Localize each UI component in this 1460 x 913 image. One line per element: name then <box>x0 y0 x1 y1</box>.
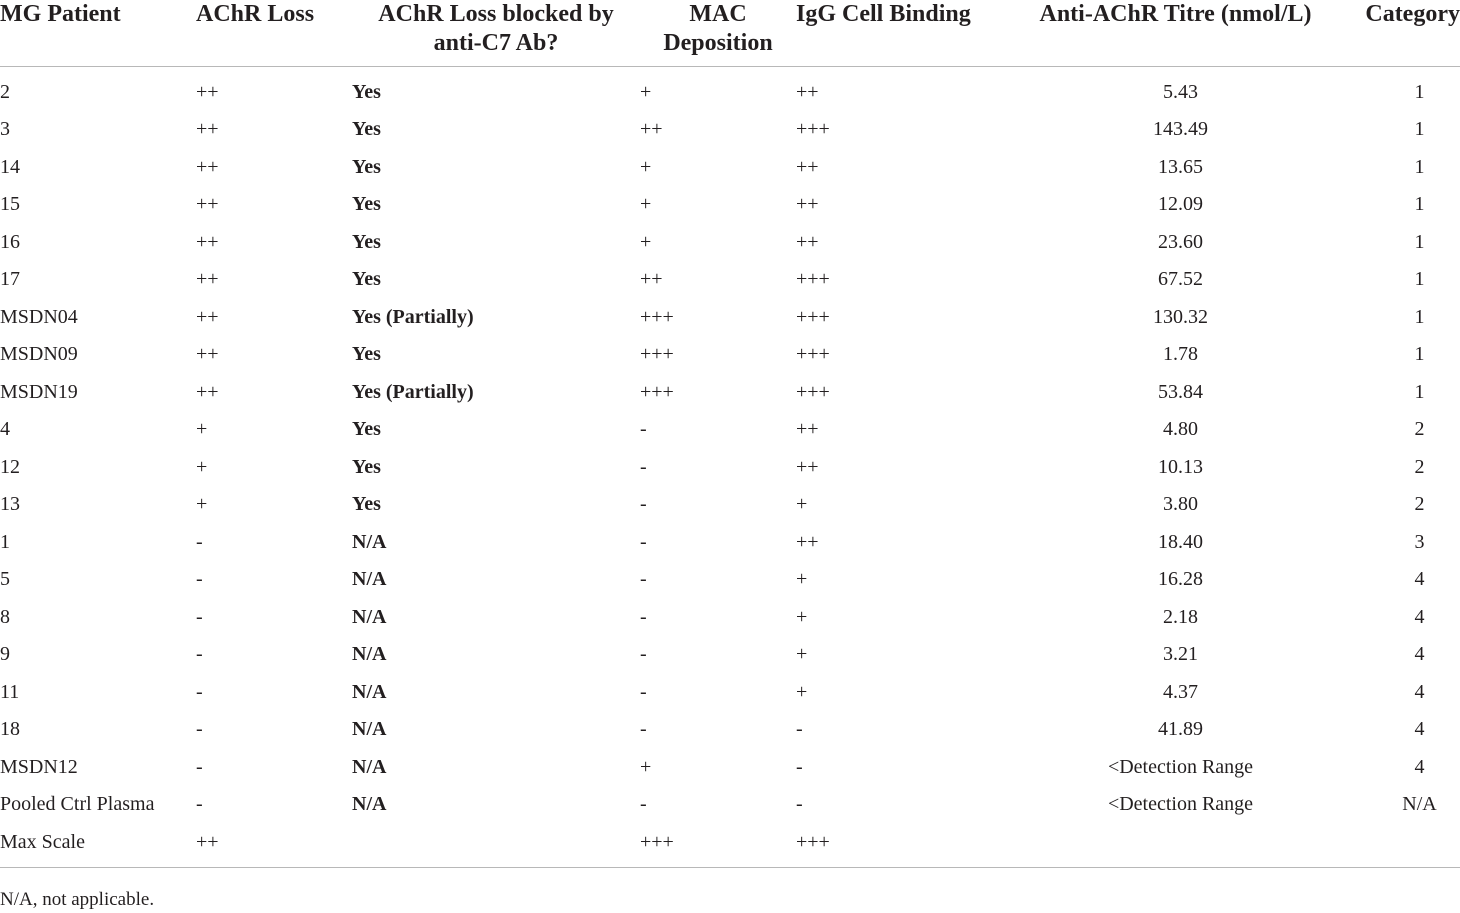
cell-mac-deposition: +++ <box>640 380 674 403</box>
cell-category: 1 <box>1414 193 1425 216</box>
cell-blocked: N/A <box>352 568 387 591</box>
cell-mac-deposition: + <box>640 755 652 778</box>
cell-igg-binding: ++ <box>796 80 819 103</box>
cell-category: 4 <box>1414 718 1425 741</box>
cell-igg-binding: ++ <box>796 530 819 553</box>
cell-achr-loss: ++ <box>196 118 219 141</box>
cell-igg-binding: ++ <box>796 418 819 441</box>
cell-titre: 3.80 <box>1163 493 1198 516</box>
cell-titre: <Detection Range <box>1107 793 1254 816</box>
cell-igg-binding: + <box>796 643 808 666</box>
cell-blocked: N/A <box>352 793 387 816</box>
cell-patient: 18 <box>0 718 20 741</box>
table-row <box>0 111 1460 149</box>
cell-mac-deposition: - <box>640 718 647 741</box>
cell-titre: 4.80 <box>1163 418 1198 441</box>
cell-category: 1 <box>1414 305 1425 328</box>
cell-mac-deposition: + <box>640 193 652 216</box>
cell-mac-deposition: - <box>640 530 647 553</box>
cell-titre: 130.32 <box>1153 305 1208 328</box>
cell-mac-deposition: +++ <box>640 343 674 366</box>
cell-igg-binding: +++ <box>796 118 830 141</box>
header-mac-deposition <box>640 0 796 67</box>
cell-patient: Pooled Ctrl Plasma <box>0 793 155 816</box>
cell-titre: 2.18 <box>1163 605 1198 628</box>
cell-achr-loss: - <box>196 793 203 816</box>
table-row <box>0 186 1460 224</box>
cell-category: 1 <box>1414 118 1425 141</box>
cell-patient: 16 <box>0 230 20 253</box>
cell-patient: MSDN09 <box>0 343 78 366</box>
table-row <box>0 786 1460 824</box>
cell-achr-loss: - <box>196 680 203 703</box>
cell-titre: 143.49 <box>1153 118 1208 141</box>
cell-igg-binding: ++ <box>796 193 819 216</box>
cell-achr-loss: + <box>196 455 208 478</box>
cell-blocked: Yes (Partially) <box>352 380 474 403</box>
cell-patient: 14 <box>0 155 20 178</box>
cell-mac-deposition: + <box>640 80 652 103</box>
cell-achr-loss: ++ <box>196 230 219 253</box>
cell-blocked: N/A <box>352 605 387 628</box>
cell-achr-loss: ++ <box>196 155 219 178</box>
cell-blocked: Yes <box>352 418 381 441</box>
cell-patient: 4 <box>0 418 10 441</box>
cell-patient: MSDN19 <box>0 380 78 403</box>
cell-achr-loss: - <box>196 718 203 741</box>
cell-blocked: Yes <box>352 155 381 178</box>
cell-category: 1 <box>1414 343 1425 366</box>
cell-blocked: N/A <box>352 680 387 703</box>
cell-mac-deposition: - <box>640 493 647 516</box>
cell-igg-binding: +++ <box>796 268 830 291</box>
cell-patient: 2 <box>0 80 10 103</box>
cell-mac-deposition: - <box>640 793 647 816</box>
table-row <box>0 261 1460 299</box>
cell-blocked: N/A <box>352 643 387 666</box>
cell-patient: 12 <box>0 455 20 478</box>
cell-titre: 23.60 <box>1158 230 1203 253</box>
cell-igg-binding: ++ <box>796 155 819 178</box>
cell-titre: 5.43 <box>1163 80 1198 103</box>
table-row <box>0 823 1460 867</box>
cell-titre: 3.21 <box>1163 643 1198 666</box>
cell-patient: 11 <box>0 680 20 703</box>
cell-mac-deposition: + <box>640 230 652 253</box>
cell-category: N/A <box>1402 793 1437 816</box>
cell-achr-loss: ++ <box>196 823 352 867</box>
header-mac-deposition-line2: Deposition <box>663 30 773 56</box>
cell-category: 2 <box>1414 493 1425 516</box>
cell-category: 4 <box>1414 605 1425 628</box>
cell-mac-deposition: - <box>640 680 647 703</box>
cell-blocked: Yes <box>352 268 381 291</box>
cell-mac-deposition: - <box>640 605 647 628</box>
cell-achr-loss: ++ <box>196 343 219 366</box>
cell-mac-deposition: - <box>640 455 647 478</box>
cell-mac-deposition: + <box>640 155 652 178</box>
cell-achr-loss: + <box>196 418 208 441</box>
cell-blocked: Yes <box>352 455 381 478</box>
cell-patient: 8 <box>0 605 10 628</box>
cell-titre: 67.52 <box>1158 268 1203 291</box>
cell-igg-binding: ++ <box>796 230 819 253</box>
header-anti-achr-titre: Anti-AChR Titre (nmol/L) <box>1010 0 1341 67</box>
cell-patient: 9 <box>0 643 10 666</box>
table-row <box>0 148 1460 186</box>
cell-titre: 41.89 <box>1158 718 1203 741</box>
cell-patient: 3 <box>0 118 10 141</box>
cell-blocked: Yes <box>352 193 381 216</box>
cell-category: 2 <box>1414 418 1425 441</box>
cell-category: 4 <box>1414 755 1425 778</box>
table-row <box>0 373 1460 411</box>
cell-achr-loss: ++ <box>196 380 219 403</box>
cell-igg-binding: + <box>796 680 808 703</box>
cell-category <box>1341 823 1460 867</box>
cell-blocked: N/A <box>352 530 387 553</box>
cell-titre: 18.40 <box>1158 530 1203 553</box>
cell-igg-binding: ++ <box>796 455 819 478</box>
cell-titre: 13.65 <box>1158 155 1203 178</box>
cell-blocked: Yes <box>352 230 381 253</box>
header-achr-loss-blocked <box>352 0 640 67</box>
cell-igg-binding: + <box>796 605 808 628</box>
table-row <box>0 748 1460 786</box>
cell-mac-deposition: - <box>640 568 647 591</box>
table-row <box>0 448 1460 486</box>
cell-patient: 15 <box>0 193 20 216</box>
table-row <box>0 636 1460 674</box>
cell-blocked <box>352 823 640 867</box>
cell-patient: MSDN04 <box>0 305 78 328</box>
table-row <box>0 598 1460 636</box>
cell-igg-binding: +++ <box>796 305 830 328</box>
cell-blocked: N/A <box>352 718 387 741</box>
cell-category: 1 <box>1414 80 1425 103</box>
cell-igg-binding: - <box>796 793 803 816</box>
header-mac-deposition-line1: MAC <box>689 1 747 27</box>
table-row <box>0 523 1460 561</box>
table-row <box>0 673 1460 711</box>
table-row <box>0 67 1460 111</box>
cell-mac-deposition: - <box>640 643 647 666</box>
cell-category: 4 <box>1414 643 1425 666</box>
cell-category: 1 <box>1414 155 1425 178</box>
cell-blocked: Yes (Partially) <box>352 305 474 328</box>
cell-blocked: Yes <box>352 80 381 103</box>
cell-patient: 5 <box>0 568 10 591</box>
cell-blocked: N/A <box>352 755 387 778</box>
cell-titre: <Detection Range <box>1107 755 1254 778</box>
cell-achr-loss: ++ <box>196 268 219 291</box>
cell-category: 3 <box>1414 530 1425 553</box>
footnote: N/A, not applicable. <box>0 889 155 910</box>
cell-titre: 16.28 <box>1158 568 1203 591</box>
cell-mac-deposition: +++ <box>640 823 796 867</box>
cell-igg-binding: +++ <box>796 380 830 403</box>
table-row <box>0 336 1460 374</box>
cell-mac-deposition: ++ <box>640 268 663 291</box>
cell-blocked: Yes <box>352 493 381 516</box>
table-row <box>0 711 1460 749</box>
cell-achr-loss: - <box>196 643 203 666</box>
cell-blocked: Yes <box>352 118 381 141</box>
table-header <box>0 0 1460 67</box>
cell-patient: 1 <box>0 530 10 553</box>
cell-igg-binding: + <box>796 493 808 516</box>
table-row <box>0 298 1460 336</box>
cell-category: 1 <box>1414 230 1425 253</box>
cell-achr-loss: ++ <box>196 305 219 328</box>
cell-patient: 17 <box>0 268 20 291</box>
cell-achr-loss: - <box>196 605 203 628</box>
header-achr-loss-blocked-line1: AChR Loss blocked by <box>378 1 614 27</box>
cell-patient: Max Scale <box>0 823 196 867</box>
cell-category: 4 <box>1414 680 1425 703</box>
cell-patient: MSDN12 <box>0 755 78 778</box>
table-row <box>0 223 1460 261</box>
cell-titre: 4.37 <box>1163 680 1198 703</box>
table-row <box>0 411 1460 449</box>
cell-igg-binding: - <box>796 755 803 778</box>
header-igg-cell-binding: IgG Cell Binding <box>796 0 1010 67</box>
cell-achr-loss: ++ <box>196 80 219 103</box>
cell-titre: 10.13 <box>1158 455 1203 478</box>
cell-category: 4 <box>1414 568 1425 591</box>
cell-titre <box>1010 823 1341 867</box>
cell-titre: 12.09 <box>1158 193 1203 216</box>
cell-achr-loss: - <box>196 755 203 778</box>
cell-igg-binding: - <box>796 718 803 741</box>
cell-category: 2 <box>1414 455 1425 478</box>
cell-igg-binding: + <box>796 568 808 591</box>
table-body <box>0 67 1460 868</box>
table-row <box>0 486 1460 524</box>
cell-category: 1 <box>1414 380 1425 403</box>
cell-igg-binding: +++ <box>796 343 830 366</box>
table-row <box>0 561 1460 599</box>
cell-titre: 53.84 <box>1158 380 1203 403</box>
header-achr-loss-blocked-line2: anti-C7 Ab? <box>433 30 559 56</box>
cell-achr-loss: - <box>196 568 203 591</box>
header-category: Category <box>1341 0 1460 67</box>
cell-achr-loss: - <box>196 530 203 553</box>
cell-igg-binding: +++ <box>796 823 1010 867</box>
header-achr-loss: AChR Loss <box>196 0 352 67</box>
cell-blocked: Yes <box>352 343 381 366</box>
header-mg-patient: MG Patient <box>0 0 196 67</box>
cell-achr-loss: + <box>196 493 208 516</box>
cell-mac-deposition: ++ <box>640 118 663 141</box>
cell-titre: 1.78 <box>1163 343 1198 366</box>
cell-mac-deposition: - <box>640 418 647 441</box>
cell-category: 1 <box>1414 268 1425 291</box>
cell-achr-loss: ++ <box>196 193 219 216</box>
cell-patient: 13 <box>0 493 20 516</box>
header-row <box>0 0 1460 67</box>
cell-mac-deposition: +++ <box>640 305 674 328</box>
